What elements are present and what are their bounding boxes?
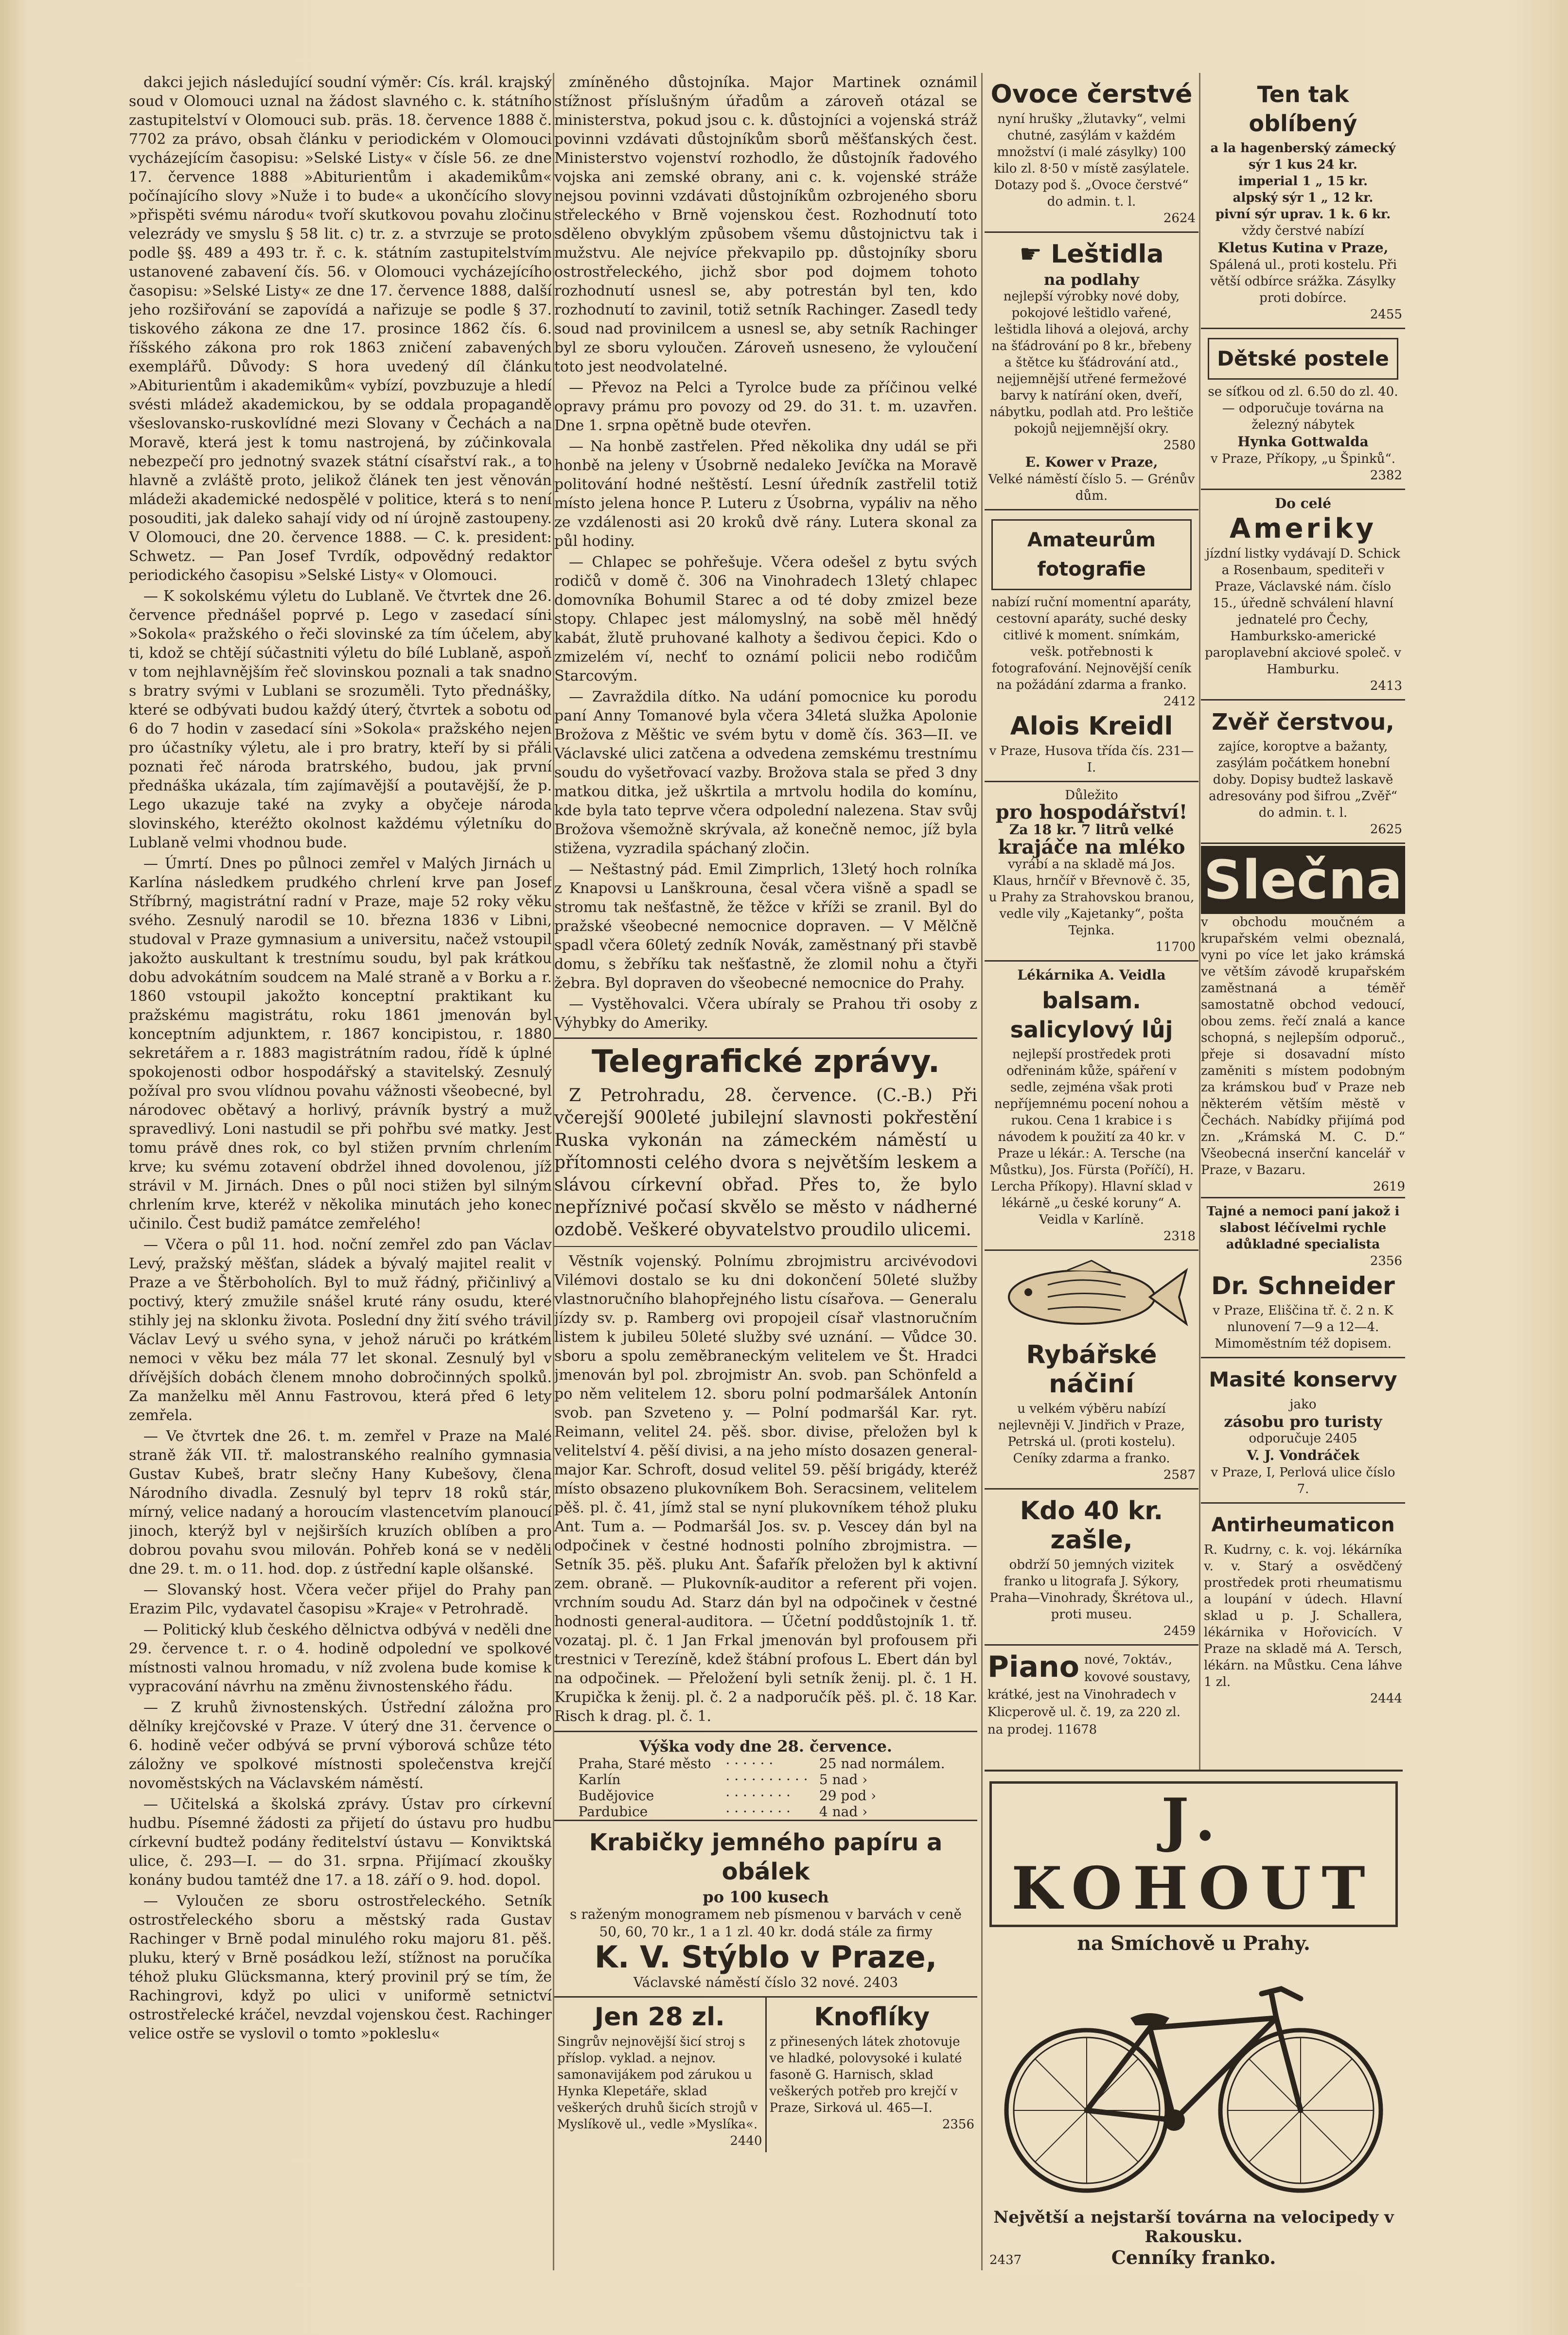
schneider-ad [1201, 1197, 1405, 1357]
syr-ad [1201, 73, 1405, 328]
antirheumaticon-ad [1201, 1502, 1405, 1712]
ad-number: 2413 [1370, 679, 1402, 693]
ad-text: jako [1289, 1397, 1317, 1412]
water-value: 5 nad › [819, 1772, 868, 1788]
ad-address: v Praze, Husova třída čís. 231—I. [989, 744, 1194, 775]
ad-number: 2455 [1370, 307, 1402, 322]
ad-number: 2356 [942, 2117, 974, 2132]
article-paragraph: — Vystěhovalci. Včera ubíraly se Prahou tři osoby z Výhybky do Ameriky. [554, 996, 977, 1032]
ad-title: Dr. Schneider [1211, 1272, 1395, 1300]
ad-subtitle: na Smíchově u Prahy. [1077, 1932, 1310, 1955]
ad-subtitle: po 100 kusech [703, 1888, 829, 1906]
vestnik-paragraph: Věstník vojenský. Polnímu zbrojmistru arcivévodovi Vilémovi dostalo se ku dni dokončení 50leté služby vlastnoručního blahopřejného listu císařova. — Generalu jízdy sv. p. Ramberg ovi propojeil císař vlastnoručním listem k jubileu 50leté služby své uznání. — Vůdce 30. sboru a spolu zeměbraneckým velitelem ve Št. Hradci jmenován byl pol. zbrojmistr An. svob. pan Schönfeld a po něm velitelem 12. sboru polní podmaršálek Antonín svob. pan Szveteno y. — Polní podmaršál Kar. ryt. Reimann, velitel 24. pěš. sbor. divise, přeložen byl k velitelství 4. pěší divisi, a na jeho místo dosazen general-major Kar. Schroft, dosud velitel 59. pěší brigády, kteréž místo obsazeno plukovníkem Boh. Seracsinem, velitelem pěš. pl. č. 41, jímž stal se nyní plukovníkem téhož pluku Ant. Tum a. — Podmaršál Jos. sv. p. Vescey dán byl na odpočinek v čestné hodnosti polního zbrojmistra. — Setník 35. pěš. pluku Ant. Šafařík přeložen byl k aktivní zem. obraně. — Plukovník-auditor a referent při vojen. vrchním soudu Ad. Starz dán byl na odpočinek v čestné hodnosti general-auditora. — Účetní poddůstojník 1. tř. vozataj. pl. č. 1 Jan Frkal jmenován byl profousem při trestnici v Terezíně, kdež štábní profous L. Ebert dán byl na odpočinek. — Přeložení byli setník ženij. pl. č. 1 H. Krupička k ženij. pl. č. 2 a nadporučík pěš. pl. č. 18 Kar. Risch k drag. pl. č. 1. [554, 1253, 977, 1725]
ad-firm: Alois Kreidl [1010, 712, 1173, 741]
water-place: Praha, Staré město [578, 1756, 711, 1772]
ad-number: 2382 [1370, 468, 1402, 483]
ad-text: jízdní listky vydávají D. Schick a Rosenbaum, spediteři v Praze, Václavské nám. číslo 15., úředně schválení hlavní jednatelé pro Čechy, Hamburksko-americké paroplavební akciové společ. v Hamburku. [1205, 546, 1401, 677]
ad-number: 2403 [863, 1974, 899, 1990]
water-value: 29 pod › [819, 1788, 877, 1804]
ad-title: Krabičky jemného papíru a obálek [589, 1829, 943, 1885]
water-place: Budějovice [578, 1788, 654, 1804]
ad-title: Rybářské náčiní [1026, 1340, 1157, 1399]
ad-subtitle: a la hagenberský zámecký sýr 1 kus 24 kr. [1210, 141, 1396, 172]
article-paragraph: — Na honbě zastřelen. Před několika dny udál se při honbě na jeleny v Úsobrně nedaleko Jevíčka na Moravě politování hodné neštěstí. Lesní úředník zastřelil totiž místo jelena honce P. Luteru z Úsobrna, vypáliv na něho ze vzdálenosti asi 20 kroků dvě rány. Lutera skonal za půl hodiny. [554, 438, 977, 550]
ad-text: nabízí ruční momentní aparáty, cestovní aparáty, suché desky citlivé k moment. snímkám, vešk. potřebnosti k fotografování. Nejnovější ceník na požádání zdarma a franko. [991, 595, 1192, 692]
telegraf-paragraph: Z Petrohradu, 28. července. (C.-B.) Při včerejší 900leté jubilejní slavnosti pokřestění Ruska vykonán na zámeckém náměstí u přítomnosti celého dvora s největším leskem a slávou církevní obřad. Přes to, že bylo nepříznivé počasí skvělo se město v nádherné ozdobě. Veškeré obyvatelstvo proudilo ulicemi. [554, 1086, 977, 1240]
article-paragraph: dakci jejich následující soudní výměr: Cís. král. krajský soud v Olomouci uznal na žádost slavného c. k. státního zastupitelství v Olomouci sub. präs. 18. července 1888 č. 7702 za právo, obsah článku v periodickém v Olomouci vycházejícím časopisu: »Selské Listy« v čísle 56. ze dne 17. července 1888 »Abiturientům i akademikům« počínajícího slovy »Nuže i to bude« a ukončícího slovy »přispěti svému národu« tvoří skutkovou povahu zločinu velezrády ve smyslu § 58 lit. c) tr. z. a stvrzuje se proto podle §§. 489 a 493 tr. ř. c. k. státním zastupitelstvím ustanovené zabavení čís. 56. v Olomouci vycházejícího časopisu: »Selské Listy« ze dne 17. července 1888, další jeho rozšiřování se zapovídá a nařizuje se podle § 37. tiskového zákona ze dne 17. prosince 1862 čís. 6. říšského zákona pro rok 1863 zničení zabavených exemplářů. Důvody: S hora uvedený díl článku »Abiturientům i akademikům« vybízí, povzbuzuje a hledí svésti mládež akademickou, by se oddala propagandě všeslovansko-ruskovlídné mezi Slovany v Čechách a na Moravě, která jest k tomu nastrojená, by zúčinkovala nebezpečí pro jednotný svazek státní císařství rak., a to hlavně a zvláště proto, jelikož článek ten jest věnován mládeži akademické nedospělé v politice, která s to není posouditi, jak daleko sahají vidy od ní úrojně zastoupeny. V Olomouci, dne 20. července 1888. — C. k. president: Schwetz. — Pan Josef Tvrdík, odpovědný redaktor periodického časopisu »Selské Listy« v Olomouci. [129, 74, 552, 584]
bicycle-icon [985, 1955, 1403, 2208]
ad-title: balsam. salicylový lůj [1010, 987, 1173, 1043]
ad-text: nyní hrušky „žlutavky“, velmi chutné, zasýlám v každém množství (i malé zásylky) 100 kilo zl. 8·50 v místě zasýlatele. Dotazy pod š. „Ovoce čerstvé“ do admin. t. l. [993, 112, 1190, 209]
water-value: 4 nad › [819, 1804, 868, 1820]
ad-title: Amateurům fotografie [991, 519, 1192, 590]
postele-ad [1201, 328, 1405, 489]
ad-text: u velkém výběru nabízí nejlevněji V. Jindřich v Praze, Petrská ul. (proti kostelu). Ceníky zdarma a franko. [998, 1402, 1185, 1466]
rybarske-ad [985, 1249, 1198, 1488]
ad-text-part: odporučuje [1249, 1431, 1321, 1446]
water-place: Pardubice [578, 1804, 648, 1820]
dulezito-ad [985, 781, 1198, 960]
ad-number: 2405 [1325, 1431, 1357, 1446]
ad-number: 2440 [730, 2134, 762, 2148]
water-dots: · · · · · · · · · · [725, 1772, 808, 1788]
divider [554, 1037, 977, 1039]
ad-title: Slečna [1201, 846, 1405, 914]
ad-text: se síťkou od zl. 6.50 do zl. 40.— odporučuje továrna na železný nábytek [1208, 385, 1398, 432]
ad-address: v Praze, I, Perlová ulice číslo 7. [1211, 1465, 1395, 1496]
article-paragraph: zmíněného důstojníka. Major Martinek oznámil stížnost příslušným úřadům a zároveň otázal se ministerstva, pokud jsou c. k. důstojníci a vojenská stráž povinni vzdávati důstojníkům sborů měšťanských čest. Ministerstvo vojenství rozhodlo, že důstojník řadového vojska ani zemské obrany, ani c. k. vojenské stráže nejsou povinni vzdávati důstojníkům ozbrojeného sboru střeleckého v Brně vojenskou čest. Rozhodnutí toto sděleno obvyklým způsobem všemu důstojnictvu tak i mužstvu. Ale nejvíce překvapilo pp. důstojníky sboru ostrostřeleckého, jichž sbor pod dojmem tohoto rozhodnutí usnesl se, aby potrestán byl ten, kdo rozhodnutí to zavinil, totiž setník Rachinger. Zasedl tedy soud nad provinilcem a usnesl se, aby setník Rachinger byl ze sboru vyloučen. Zároveň usneseno, že vyloučení toto jest neodvolatelné. [554, 74, 977, 375]
ad-title: Masité konservy [1209, 1368, 1397, 1391]
water-value: 25 nad normálem. [819, 1756, 945, 1772]
ad-kicker: Důležito [1065, 788, 1118, 803]
divider [554, 1246, 977, 1247]
ad-kicker: Lékárnika A. Veidla [1017, 967, 1166, 983]
ad-text: Největší a nejstarší továrna na velocipedy v Rakousku. [993, 2208, 1394, 2247]
ad-text: nejlepší výrobky nové doby, pokojové leštidlo vařené, leštidla lihová a olejová, archy na šťádrování po 8 kr., břebeny a štětce ku šťádrování atd., nejjemnější utřené fermežové barvy k natírání oken, dveří, nábytku, podlah atd. Pro leštiče pokojů nejjemnější okry. [989, 289, 1194, 436]
article-paragraph: — Včera o půl 11. hod. noční zemřel zdo pan Václav Levý, pražský měšťan, sládek a bývalý majitel realit v Praze a ve Štěrboholích. Byl to muž řádný, přičinlivý a poctivý, který zmužile snášel kruté rány osudu, které stihly jej na sklonku života. Poslední dny žití svého trávil Václav Levý u svého syna, v jehož náruči po krátkém nemoci v věku bez mála 77 let skonal. Zesnulý byl v dřívějších dobách členem mnoho dobročinných spolků. Za manželku měl Annu Fastrovou, která před 6 lety zemřela. [129, 1236, 552, 1424]
ad-firm: Kletus Kutina v Praze, [1217, 240, 1389, 256]
ad-number: 2580 [1163, 438, 1196, 453]
ad-title: pro hospodářství! [995, 801, 1188, 824]
ad-text: Singrův nejnovější šicí stroj s příslop. vyklad. a nejnov. samonavijákem pod zárukou u Hynka Klepetáře, sklad veškerých druhů šicích strojů v Myslíkově ul., vedle »Myslíka«. [557, 2035, 758, 2132]
article-paragraph: — Úmrtí. Dnes po půlnoci zemřel v Malých Jirnách u Karlína následkem prudkého chrlení krve pan Josef Stříbrný, magistrátní radní v Praze, maje 52 roky věku svého. Zesnulý narodil se 10. března 1836 v Libni, studoval v Praze gymnasium a universitu, načež vstoupil jakožto auskultant k trestnímu soudu, byl pak krátkou dobu advokátním soudcem na Malé straně a v Borku a r. 1860 vstoupil jakožto konceptní praktikant ku pražskému magistrátu, roku 1861 jmenován byl konceptním adjunktem, r. 1867 koncipistou, r. 1880 sekretářem a r. 1883 magistrátním radou, řídě k úplné spokojenosti odbor hospodářský a stavitelský. Zesnulý požíval pro svou vlídnou povahu vážnosti všeobecné, byl národovec obětavý a horlivý, právník bystrý a muž spravedlivý. Loni nastudil se při pohřbu své matky. Jest tomu právě dnes rok, co byl stižen prvním chrlením krve; ku svému zotavení obdržel ihned dovolenou, jíž strávil v M. Jirnách. Dnes o půl noci stižen byl silným chrlením krve, kteréž v několika minutách jeho konec učinilo. Čest budiž památce zemřelého! [129, 855, 552, 1232]
kohout-ad [985, 1770, 1403, 2272]
bottom-ads-row [554, 1996, 977, 2152]
ad-title: Jen 28 zl. [594, 2002, 725, 2032]
water-heading: Výška vody dne 28. července. [639, 1737, 893, 1756]
slecna-ad [1201, 843, 1405, 1197]
ad-title: Piano [987, 1650, 1079, 1684]
amateur-photo-ad [985, 509, 1198, 781]
konservy-ad [1201, 1357, 1405, 1502]
vizitky-ad [985, 1488, 1198, 1644]
ad-text: vždy čerstvé nabízí [1242, 224, 1364, 238]
jen-ad [554, 1998, 767, 2152]
ad-text: nejlepší prostředek proti odřeninám kůže, spáření v sedle, zejména však proti nepříjemnému pocení nohou a rukou. Cena 1 krabice i s návodem k použití za 40 kr. v Praze u lékár.: A. Tersche (na Můstku), Jos. Fürsta (Poříčí), H. Lercha Příkopy). Hlavní sklad v lékárně „u české koruny“ A. Veidla v Karlíně. [989, 1047, 1194, 1227]
water-dots: · · · · · · · · [725, 1804, 791, 1820]
ad-text: s raženým monogramem neb písmenou v barvách v ceně 50, 60, 70 kr., 1 a 1 zl. 40 kr. dodá stále za firmy [570, 1906, 962, 1940]
ovoce-ad [985, 73, 1198, 231]
article-paragraph: — Zavraždila dítko. Na udání pomocnice ku porodu paní Anny Tomanové byla včera 34letá služka Apolonie Brožova z Měštic ve svém bytu v domě čís. 363—II. ve Václavské ulici zatčena a odvedena zemskému trestnímu soudu do vyšetřovací vazby. Brožova stala se před 3 dny matkou ditka, jež uškrtila a mrtvolu hodila do komínu, kde byla tato teprve včera odpolední nalezena. Stav svůj Brožova všemožně skrývala, až konečně nemoc, jíž byla stižena, vyzradila spáchaný zločin. [554, 688, 977, 857]
ad-text: z přinesených látek zhotovuje ve hladké, polovysoké i kulaté fasoně G. Harnisch, sklad veškerých potřeb pro krejčí v Praze, Sirková ul. 465—I. [769, 2035, 962, 2115]
ad-address [557, 1974, 974, 1991]
ad-text [1204, 1430, 1402, 1447]
article-paragraph: — Slovanský host. Včera večer přijel do Prahy pan Erazim Pilc, vydavatel časopisu »Kraje« v Petrohradě. [129, 1581, 552, 1617]
water-dots: · · · · · · [725, 1756, 774, 1772]
article-paragraph: — Z kruhů živnostenských. Ústřední záložna pro dělníky krejčovské v Praze. V úterý dne 31. července o 6. hodině večer odbývá se první výborová schůze této záložny ve spolkové místnosti společenstva krejčí novoměstských na Václavském náměstí. [129, 1699, 552, 1792]
ad-firm: K. V. Stýblo v Praze, [594, 1939, 937, 1975]
ad-text: obdrží 50 jemných vizitek franko u litografa J. Sýkory, Praha—Vinohrady, Škrétova ul., proti museu. [989, 1558, 1194, 1622]
fish-icon [987, 1256, 1196, 1338]
ad-kicker: Do celé [1274, 495, 1332, 511]
ad-title: Antirheumaticon [1211, 1514, 1395, 1536]
ad-firm: Hynka Gottwalda [1237, 434, 1369, 450]
divider [554, 1731, 977, 1732]
ad-firm: V. J. Vondráček [1247, 1447, 1359, 1463]
ad-address-text: Václavské náměstí číslo 32 nové. [633, 1974, 859, 1990]
zver-ad [1201, 699, 1405, 843]
news-column-2 [554, 73, 977, 2270]
ad-number: 11700 [1155, 940, 1196, 954]
article-paragraph: — Neštastný pád. Emil Zimprlich, 13letý hoch rolníka z Knapovsi u Lanškrouna, česal včera višně a spadl se stromu tak nešťastně, že těžce v kříži se zranil. Byl do pražské všeobecné nemocnice dopraven. — V Mělčně spadl včera 60letý zedník Novák, zaměstnaný při stavbě domu, s žebříku tak nešťastně, že zlomil nohu a čtyři žebra. Byl dopraven do všeobecné nemocnice do Prahy. [554, 861, 977, 992]
ad-number: 2625 [1370, 822, 1402, 837]
ad-text: zajíce, koroptve a bažanty, zasýlám počátkem honební doby. Dopisy budtež laskavě adresovány pod šifrou „Zvěř“ do admin. t. l. [1209, 739, 1397, 820]
ad-title-text: Leštidla [1051, 240, 1164, 269]
lestidla-ad [985, 231, 1198, 509]
water-table [576, 1756, 956, 1820]
article-paragraph: — Učitelská a školská zprávy. Ústav pro církevní hudbu. Písemné žádosti za přijetí do ústavu pro hudbu církevní budtež podány ředitelství ústavu — Konviktská ulice, č. 293—I. — do 31. srpna. Přijímací zkoušky konány budou tamtéž dne 17. a 18. září o 9. hod. dopol. [129, 1796, 552, 1889]
ad-subtitle: zásobu pro turisty [1224, 1412, 1382, 1431]
amerika-ad [1201, 489, 1405, 699]
ad-number: 2459 [1163, 1624, 1196, 1638]
ad-row: imperial 1 „ 15 kr. [1238, 174, 1368, 189]
water-place: Karlín [578, 1772, 621, 1788]
article-paragraph: — K sokolskému výletu do Lublaně. Ve čtvrtek dne 26. července přednášel poprvé p. Lego v zasedací síni »Sokola« pražského o řeči slovinské za tím účelem, aby ti, kdož se chtějí súčastniti výletu do bílé Lublaně, aspoň v tom nejhlavnějším řeč slovinskou poznali a tak snadno s bratry svými v Lublani se srozuměli. Tyto přednášky, které se odbývati budou každý úterý, čtvrtek a sobotu od 6 do 7 hodin v zasedací síni »Sokola« pražského nejen pro účastníky výletu, ale i pro bratry, kteří by si přáli poznati řeč národa bratrského, budou, jak první přednáška ukázala, tím zajímavější a poutavější, že p. Lego ukazuje také na zvyky a obyčeje národa slovinského, kteréžto okolnost každému výletníku do Lublaně velmi vhodnou bude. [129, 588, 552, 851]
ad-address: v Praze, Eliščina tř. č. 2 n. K nlunovení 7—9 a 12—4. Mimoměstním též dopisem. [1213, 1303, 1393, 1351]
table-row [576, 1804, 956, 1820]
ad-text: Tajné a nemoci paní jakož i slabost léčívelmi rychle adůkladné specialista [1206, 1204, 1400, 1252]
ad-number: 2624 [1163, 211, 1196, 226]
column-rule [981, 73, 983, 2270]
table-row [576, 1756, 956, 1772]
ad-title: Kdo 40 kr. zašle, [1020, 1496, 1163, 1555]
ad-subtitle: na podlahy [1044, 270, 1139, 289]
ad-number: 2437 [989, 2253, 1022, 2267]
ad-title: Ovoce čerstvé [990, 80, 1193, 109]
ad-number: 2444 [1370, 1691, 1402, 1706]
ad-subtitle: Za 18 kr. 7 litrů velké [1009, 822, 1174, 838]
ad-title: Dětské postele [1208, 338, 1398, 380]
ad-title: Ameriky [1229, 513, 1377, 544]
telegraf-heading: Telegrafické zprávy. [591, 1044, 940, 1080]
ad-address: Velké náměstí číslo 5. — Grénův dům. [988, 472, 1195, 503]
news-column-1 [129, 73, 552, 2270]
ad-title: Zvěř čerstvou, [1212, 709, 1394, 735]
hand-pointer-icon: ☛ [1019, 240, 1042, 269]
ad-text: Cenníky franko. [1111, 2247, 1276, 2268]
ad-subtitle: krajáče na mléko [998, 836, 1185, 859]
article-paragraph: — Politický klub českého dělnictva odbývá v neděli dne 29. července t. r. o 4. hodině odpolední ve spolkové místnosti valnou hromadu, v níž zvolena bude komise k vypracování návrhu na změnu živnostenského řádu. [129, 1621, 552, 1695]
ad-text: nové, 7oktáv., kovové soustavy, krátké, jest na Vinohradech v Klicperově ul. č. 19, za 220 zl. na prodej. [987, 1652, 1191, 1737]
ad-address: Spálená ul., proti kostelu. Při větší odbírce srážka. Zásylky proti dobírce. [1209, 258, 1397, 305]
ad-text: vyrábí a na skladě má Jos. Klaus, hrnčíř v Břevnově č. 35, u Prahy za Strahovskou branou, vedle vily „Kajetanky“, pošta Tejnka. [988, 857, 1195, 938]
water-dots: · · · · · · · · [725, 1788, 791, 1804]
piano-ad [985, 1644, 1198, 1743]
table-row [576, 1788, 956, 1804]
article-paragraph: — Ve čtvrtek dne 26. t. m. zemřel v Praze na Malé straně žák VII. tř. malostranského realního gymnasia Gustav Kubeš, bratr slečny Hany Kubešovy, člena Národního divadla. Zesnulý byl teprv 18 roků stár, mírný, velice nadaný a horoucím vlastencetvím planoucí jinoch, kterýž byl v nejširších kruzích oblíben a pro dobrou povahu svou milován. Pohřeb koná se v neděli dne 29. t. m. o 11. hod. dop. z ústřední kaple olšanské. [129, 1428, 552, 1578]
article-paragraph: — Převoz na Pelci a Tyrolce bude za příčinou velké opravy prámu pro povozy od 29. do 31. t. m. uzavřen. Dne 1. srpna opětně bude otevřen. [554, 379, 977, 434]
ad-address: v Praze, Příkopy, „u Špinků“. [1210, 452, 1396, 466]
ad-row: pivní sýr uprav. 1 k. 6 kr. [1215, 207, 1391, 222]
knofliky-ad [767, 1998, 978, 2152]
table-row [576, 1772, 956, 1788]
ad-title: Knoflíky [814, 2002, 930, 2032]
krabicky-ad [554, 1820, 977, 1996]
ad-text: v obchodu moučném a krupařském velmi obeznalá, vyni po více let jako krámská ve větším závodě krupařském zaměstnaná a téměř samostatně obchod vedoucí, obou zems. řečí znalá a kance schopná, s nejlepším odporuč., přeje si dosavadní místo zaměniti s místem podobným za krámskou buď v Praze neb některém větším městě v Čechách. Nabídky přijímá pod zn. „Krámská M. C. D.“ Všeobecná inserční kancelář v Praze, v Bazaru. [1201, 915, 1405, 1177]
ad-text: R. Kudrny, c. k. voj. lékárníka v. v. Starý a osvědčený prostředek proti rheumatismu a loupání v údech. Hlavní sklad u p. J. Schallera, lékárnika v Hořovicích. V Praze na skladě má A. Tersch, lékárn. na Můstku. Cena láhve 1 zl. [1204, 1543, 1402, 1689]
ad-number: 2318 [1163, 1229, 1196, 1244]
ad-firm: E. Kower v Praze, [1025, 454, 1158, 470]
ad-title [987, 240, 1196, 269]
ad-row: alpský sýr 1 „ 12 kr. [1233, 191, 1374, 205]
article-paragraph: — Chlapec se pohřešuje. Včera odešel z bytu svých rodičů v domě č. 306 na Vinohradech 13letý chlapec domovníka Bohumil Starec a od té doby zmizel beze stopy. Chlapec jest málomyslný, na sobě měl hnědý kabát, žlutě pruhované kalhoty a šedivou čepici. Kdo o zmizelém ví, nechť to oznámí policii nebo rodičům Starcovým. [554, 554, 977, 685]
ad-title: J. KOHOUT [989, 1781, 1398, 1927]
article-paragraph: — Vyloučen ze sboru ostrostřeleckého. Setník ostrostřeleckého sboru a městský rada Gustav Rachinger v Brně podal minulého roku majoru 81. pěš. pluku, který v Brně posádkou leží, stížnost na poručíka téhož pluku Glücksmanna, který provinil prý se tím, že Rachingrovi, když po ulici v uniformě setnictví ostrostřelecké kráčel, nevzdal vojenskou čest. Rachinger velice ostře se vyslovil o tomto »pokleslu« [129, 1893, 552, 2042]
ad-number: 2587 [1163, 1468, 1196, 1482]
ad-title: Ten tak oblíbený [1249, 81, 1357, 137]
ad-number: 2412 [1163, 694, 1196, 709]
ad-number: 2356 [1370, 1254, 1402, 1268]
ad-number: 11678 [1057, 1722, 1097, 1737]
ad-number: 2619 [1373, 1179, 1405, 1194]
veidl-ad [985, 960, 1198, 1249]
